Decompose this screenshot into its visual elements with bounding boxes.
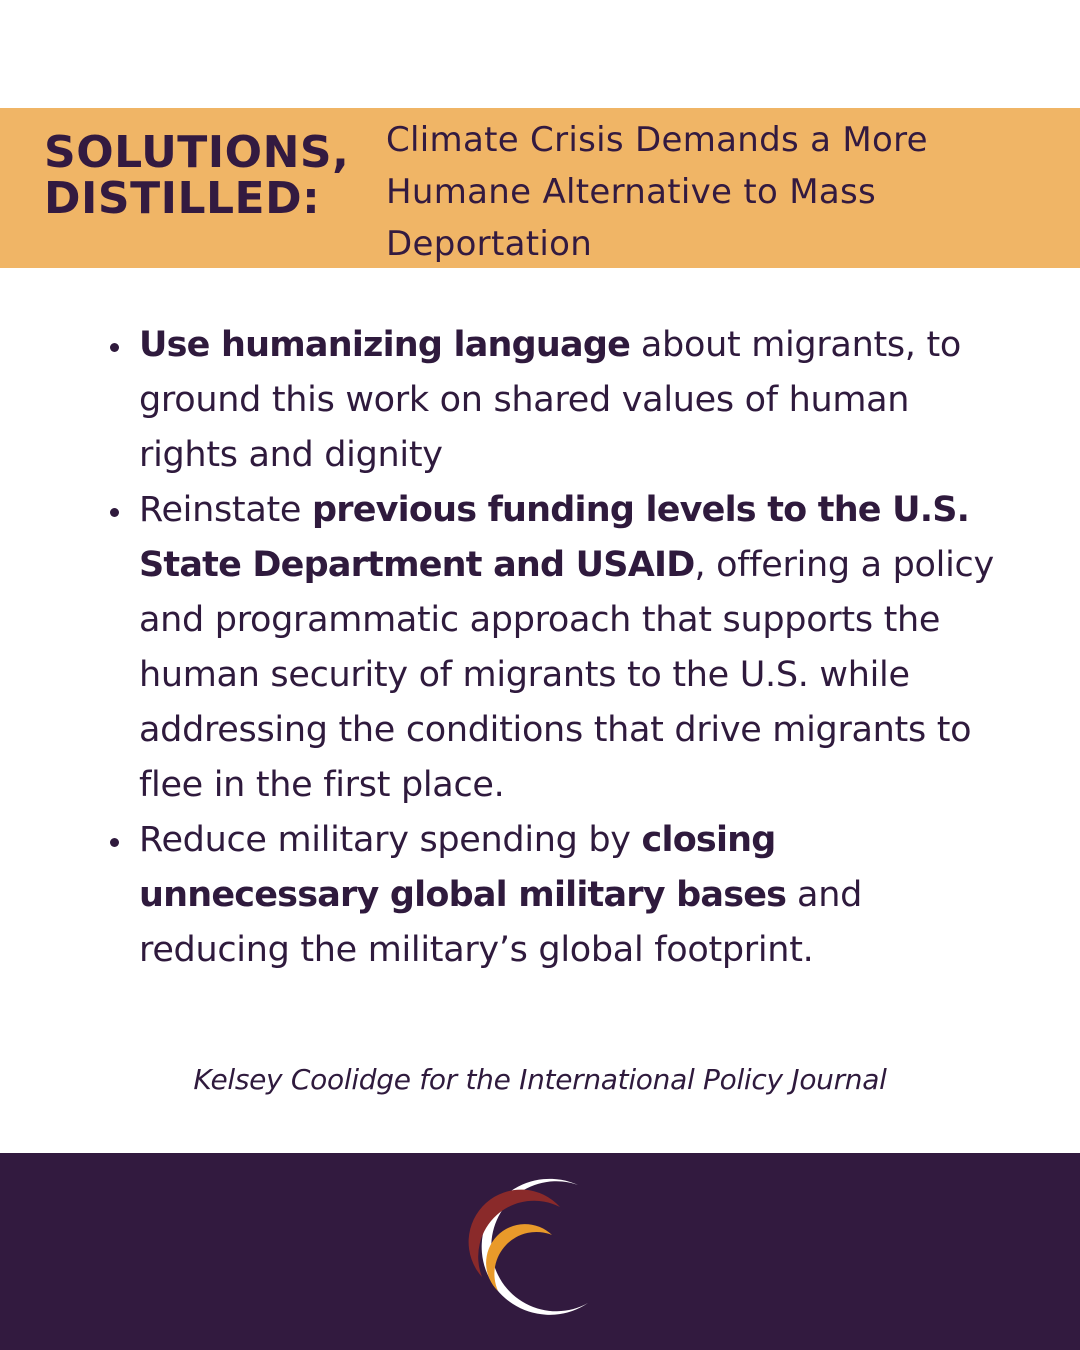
article-title-line-3: Deportation [386,224,593,264]
section-label-line-2: DISTILLED: [44,173,321,224]
journal-logo-icon [460,1173,620,1333]
bullet-emphasis: Use humanizing language [139,325,631,365]
header-banner [0,108,1080,268]
list-item [104,813,1004,978]
bullet-text: Reinstate [139,490,312,530]
bullet-text: and reducing the military’s global footprint. [139,875,862,970]
bullet-emphasis: previous funding levels to the U.S. State Department and USAID [139,490,970,585]
section-label [44,127,364,224]
bullet-text: Reduce military spending by [139,820,642,860]
bullet-emphasis: closing unnecessary global military bases [139,820,787,915]
list-item [104,483,1004,813]
bullet-text: , offering a policy and programmatic approach that supports the human security of migrants to the U.S. while addressing the conditions that drive migrants to flee in the first place. [139,545,994,805]
author-attribution: Kelsey Coolidge for the International Policy Journal [193,1063,887,1096]
list-item [104,318,1004,483]
section-label-line-1: SOLUTIONS, [44,127,350,178]
article-title [386,114,986,270]
article-title-line-1: Climate Crisis Demands a More [386,120,928,160]
footer-bar [0,1153,1080,1350]
solutions-list [104,318,1004,978]
article-title-line-2: Humane Alternative to Mass [386,172,877,212]
bullet-text: about migrants, to ground this work on shared values of human rights and dignity [139,325,961,475]
